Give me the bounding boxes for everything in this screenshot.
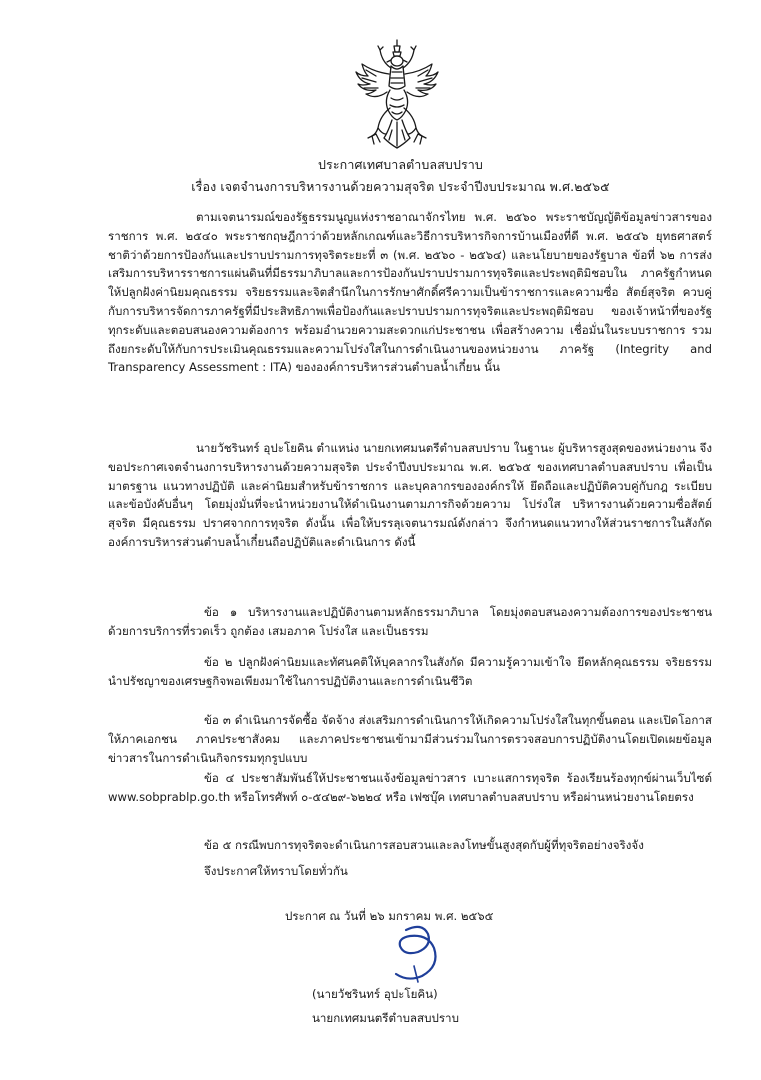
announcement-date: ประกาศ ณ วันที่ ๒๖ มกราคม พ.ศ. ๒๕๖๕ — [285, 909, 494, 923]
preamble-paragraph: ตามเจตนารมณ์ของรัฐธรรมนูญแห่งราชอาณาจักรไทย พ.ศ. ๒๕๖๐ พระราชบัญญัติข้อมูลข่าวสารของ ราชการ พ.ศ. ๒๕๔๐ พระราชกฤษฎีกาว่าด้วยหลักเกณฑ์และวิธีการบริหารกิจการบ้านเมืองที่ดี พ.ศ. ๒๕๔๖ ยุทธศาสตร์ ชาติว่าด้วยการป้องกันและปราบปรามการทุจริตระยะที่ ๓ (พ.ศ. ๒๕๖๐ - ๒๕๖๔) และนโยบายของรัฐบาล ข้อที่ ๖๒ การส่งเสริมการบริหารราชการแผ่นดินที่มีธรรมาภิบาลและการป้องกันปราบปรามการทุจริตและประพฤติมิชอบใน ภาครัฐกำหนดให้ปลูกฝังค่านิยมคุณธรรม จริยธรรมและจิตสำนึกในการรักษาศักดิ์ศรีความเป็นข้าราชการและความซื่อ สัตย์สุจริต ควบคู่กับการบริหารจัดการภาครัฐที่มีประสิทธิภาพเพื่อป้องกันและปราบปรามการทุจริตและประพฤติมิชอบ ของเจ้าหน้าที่ของรัฐทุกระดับและตอบสนองความต้องการ พร้อมอำนวยความสะดวกแก่ประชาชน เพื่อสร้างความ เชื่อมั่นในระบบราชการ รวมถึงยกระดับให้กับการประเมินคุณธรรมและความโปร่งใสในการดำเนินงานของหน่วยงาน ภาครัฐ (Integrity and Transparency Assessment : ITA) ขององค์การบริหารส่วนตำบลน้ำเกี๋ยน นั้น — [108, 210, 712, 375]
handwritten-signature-icon — [378, 922, 448, 990]
closing-statement: จึงประกาศให้ทราบโดยทั่วกัน — [204, 864, 348, 878]
signer-name: (นายวัชรินทร์ อุปะโยคิน) — [312, 987, 438, 1001]
garuda-emblem-icon — [354, 38, 440, 150]
announcement-title: ประกาศเทศบาลตำบลสบปราบ — [318, 157, 483, 172]
clause-3: ข้อ ๓ ดำเนินการจัดซื้อ จัดจ้าง ส่งเสริมการดำเนินการให้เกิดความโปร่งใสในทุกขั้นตอน และเปิดโอกาส ให้ภาคเอกชน ภาคประชาสังคม และภาคประชาชนเข้ามามีส่วนร่วมในการตรวจสอบการปฏิบัติงานโดยเปิดเผยข้อมูล ข่าวสารในการดำเนินกิจกรรมทุกรูปแบบ — [108, 713, 712, 765]
clause-4: ข้อ ๔ ประชาสัมพันธ์ให้ประชาชนแจ้งข้อมูลข่าวสาร เบาะแสการทุจริต ร้องเรียนร้องทุกข์ผ่านเว็บไซต์ www.sobprablp.go.th หรือโทรศัพท์ ๐-๕๔๒๙-๖๒๒๔ หรือ เฟซบุ๊ค เทศบาลตำบลสบปราบ หรือผ่านหน่วยงานโดยตรง — [108, 771, 712, 804]
declaration-paragraph: นายวัชรินทร์ อุปะโยคิน ตำแหน่ง นายกเทศมนตรีตำบลสบปราบ ในฐานะ ผู้บริหารสูงสุดของหน่วยงาน จึงขอประกาศเจตจำนงการบริหารงานด้วยความสุจริต ประจำปีงบประมาณ พ.ศ. ๒๕๖๕ ของเทศบาลตำบลสบปราบ เพื่อเป็นมาตรฐาน แนวทางปฏิบัติ และค่านิยมสำหรับข้าราชการ และบุคลากรขององค์กรให้ ยึดถือและปฏิบัติควบคู่กับกฎ ระเบียบและข้อบังคับอื่นๆ โดยมุ่งมั่นที่จะนำหน่วยงานให้ดำเนินงานตามภารกิจด้วยความ โปร่งใส บริหารงานด้วยความซื่อสัตย์สุจริต มีคุณธรรม ปราศจากการทุจริต ดังนั้น เพื่อให้บรรลุเจตนารมณ์ดังกล่าว จึงกำหนดแนวทางให้ส่วนราชการในสังกัดองค์การบริหารส่วนตำบลน้ำเกี๋ยนถือปฏิบัติและดำเนินการ ดังนี้ — [108, 441, 712, 549]
clause-2: ข้อ ๒ ปลูกฝังค่านิยมและทัศนคติให้บุคลากรในสังกัด มีความรู้ความเข้าใจ ยึดหลักคุณธรรม จริยธรรม นำปรัชญาของเศรษฐกิจพอเพียงมาใช้ในการปฏิบัติงานและการดำเนินชีวิต — [108, 655, 712, 688]
signer-position: นายกเทศมนตรีตำบลสบปราบ — [312, 1011, 459, 1025]
announcement-subject: เรื่อง เจตจำนงการบริหารงานด้วยความสุจริต ประจำปีงบประมาณ พ.ศ.๒๕๖๕ — [191, 179, 610, 194]
clause-1: ข้อ ๑ บริหารงานและปฏิบัติงานตามหลักธรรมาภิบาล โดยมุ่งตอบสนองความต้องการของประชาชน ด้วยการบริการที่รวดเร็ว ถูกต้อง เสมอภาค โปร่งใส และเป็นธรรม — [108, 605, 712, 638]
clause-5: ข้อ ๕ กรณีพบการทุจริตจะดำเนินการสอบสวนและลงโทษขั้นสูงสุดกับผู้ที่ทุจริตอย่างจริงจัง — [204, 838, 644, 852]
